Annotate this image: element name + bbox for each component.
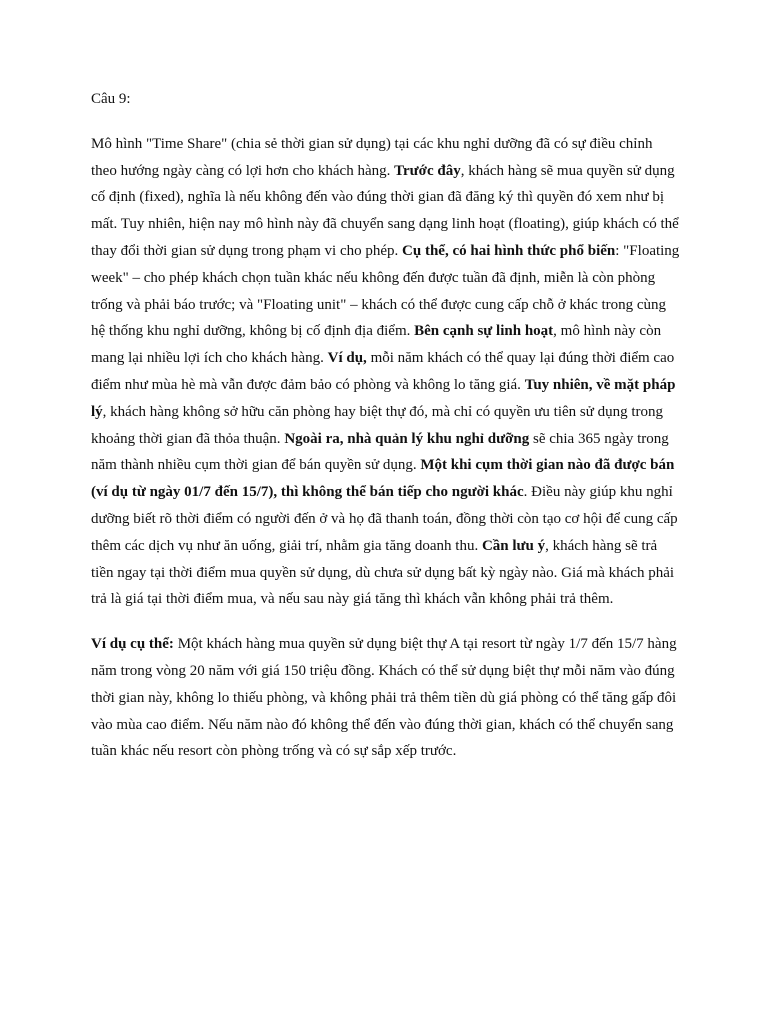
text-run: : "Floating week" – cho phép khách chọn tuần khác nếu không đến được tuần đã định, miễn là còn phòng trống và phải báo trước; và "Floating unit" – khách có thể được cung cấp chỗ ở khác trong cùng hệ thống khu nghỉ dưỡng, không bị cố định địa điểm.	[91, 242, 680, 340]
paragraph-1	[91, 131, 681, 613]
text-run: , mô hình này còn mang lại nhiều lợi ích cho khách hàng.	[91, 323, 662, 367]
text-run: , khách hàng sẽ trả tiền ngay tại thời điểm mua quyền sử dụng, dù chưa sử dụng bất kỳ ngày nào. Giá mà khách phải trả là giá tại thời điểm mua, và nếu sau này giá tăng thì khách vẫn không phải trả thêm.	[91, 537, 675, 608]
document-page	[91, 86, 681, 783]
bold-run: Bên cạnh sự linh hoạt	[414, 323, 554, 340]
bold-run: Ngoài ra, nhà quản lý khu nghỉ dưỡng	[284, 430, 530, 447]
bold-run: Ví dụ,	[327, 350, 367, 367]
bold-run: Cần lưu ý	[481, 537, 546, 554]
bold-run: Trước đây	[394, 162, 461, 179]
text-run: Một khách hàng mua quyền sử dụng biệt thự A tại resort từ ngày 1/7 đến 15/7 hàng năm trong vòng 20 năm với giá 150 triệu đồng. Khách có thể sử dụng biệt thự mỗi năm vào đúng thời gian này, không lo thiếu phòng, và không phải trả thêm tiền dù giá phòng có thể tăng gấp đôi vào mùa cao điểm. Nếu năm nào đó không thể đến vào đúng thời gian, khách có thể chuyển sang tuần khác nếu resort còn phòng trống và có sự sắp xếp trước.	[91, 636, 677, 760]
bold-run: Tuy nhiên, về mặt pháp lý	[91, 376, 676, 420]
question-heading: Câu 9:	[91, 91, 131, 107]
text-run: , khách hàng sẽ mua quyền sử dụng cố định (fixed), nghĩa là nếu không đến vào đúng thời gian đã đăng ký thì quyền đó xem như bị mất. Tuy nhiên, hiện nay mô hình này đã chuyển sang dạng linh hoạt (floating), giúp khách có thể thay đổi thời gian sử dụng trong phạm vi cho phép.	[91, 162, 679, 259]
bold-run: Một khi cụm thời gian nào đã được bán (ví dụ từ ngày 01/7 đến 15/7), thì không thể bán tiếp cho người khác	[91, 457, 675, 501]
paragraph-2	[91, 631, 681, 765]
bold-run: Cụ thể, có hai hình thức phổ biến	[402, 242, 616, 259]
text-run: Mô hình "Time Share" (chia sẻ thời gian sử dụng) tại các khu nghỉ dưỡng đã có sự điều chỉnh theo hướng ngày càng có lợi hơn cho khách hàng.	[91, 135, 653, 179]
text-run: sẽ chia 365 ngày trong năm thành nhiều cụm thời gian để bán quyền sử dụng.	[91, 430, 669, 474]
bold-run: Ví dụ cụ thể:	[91, 636, 174, 653]
text-run: mỗi năm khách có thể quay lại đúng thời điểm cao điểm như mùa hè mà vẫn được đảm bảo có phòng và không lo tăng giá.	[91, 350, 675, 393]
text-run: , khách hàng không sở hữu căn phòng hay biệt thự đó, mà chỉ có quyền ưu tiên sử dụng trong khoảng thời gian đã thỏa thuận.	[91, 403, 664, 447]
text-run: . Điều này giúp khu nghỉ dưỡng biết rõ thời điểm có người đến ở và họ đã thanh toán, đồng thời còn tạo cơ hội để cung cấp thêm các dịch vụ như ăn uống, giải trí, nhằm gia tăng doanh thu.	[91, 484, 678, 554]
